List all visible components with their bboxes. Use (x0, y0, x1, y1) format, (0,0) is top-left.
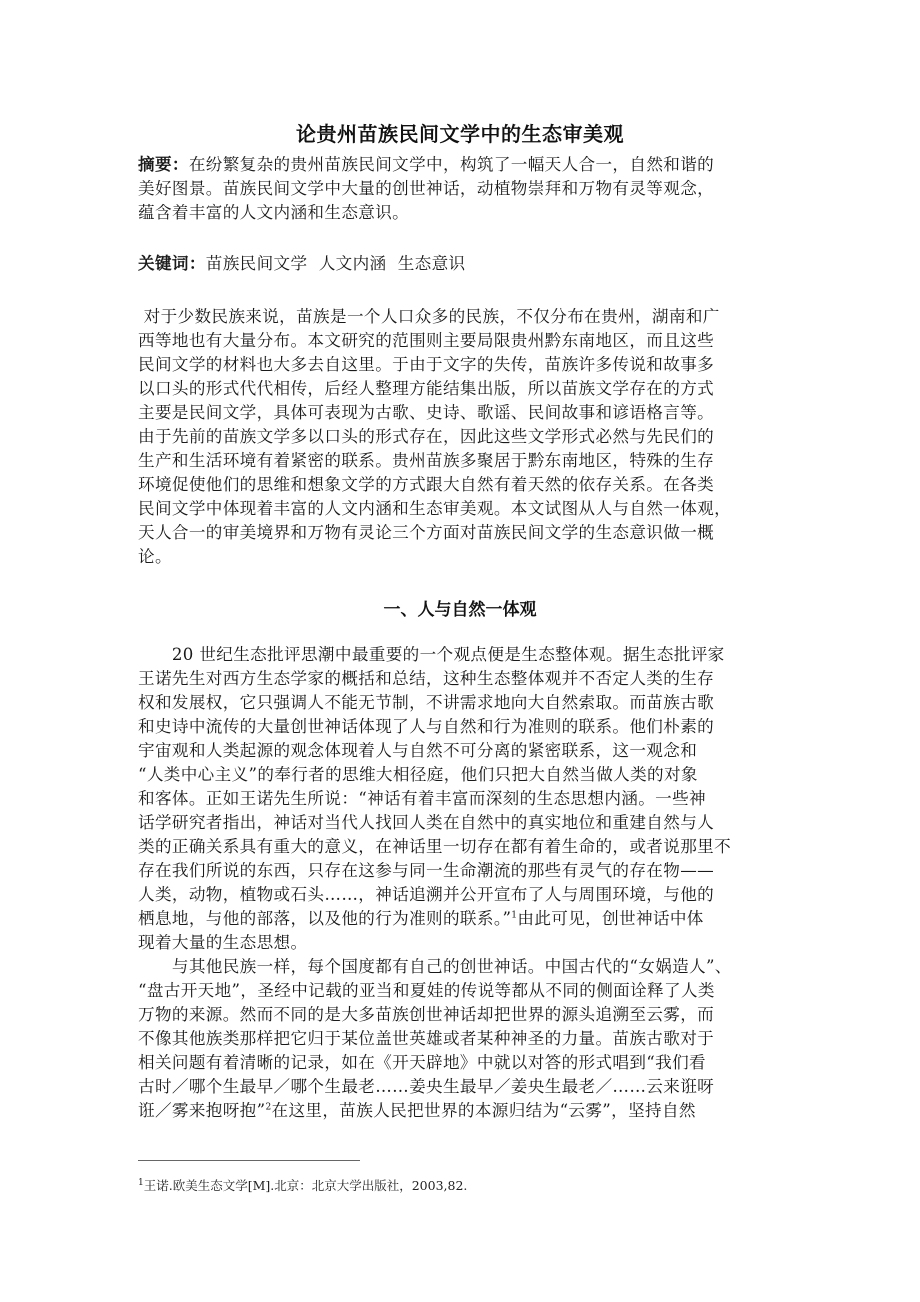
intro-line: 主要是民间文学，具体可表现为古歌、史诗、歌谣、民间故事和谚语格言等。 (138, 403, 715, 422)
abstract-line-1 (138, 153, 778, 177)
footnote-separator (138, 1160, 360, 1161)
intro-line: 以口头的形式代代相传，后经人整理方能结集出版，所以苗族文学存在的方式 (138, 379, 715, 398)
abstract-line-2: 美好图景。苗族民间文学中大量的创世神话，动植物崇拜和万物有灵等观念， (138, 179, 715, 198)
after-song-text: 在这里，苗族人民把世界的本源归结为“云雾”，坚持自然 (271, 1101, 696, 1120)
abstract-label: 摘要： (138, 155, 189, 174)
document-title: 论贵州苗族民间文学中的生态审美观 (296, 122, 624, 146)
section-paragraph-line: 古时／哪个生最早／哪个生最老……姜央生最早／姜央生最老／……云来诳呀 (138, 1077, 715, 1096)
abstract-line-3: 蕴含着丰富的人文内涵和生态意识。 (138, 203, 410, 222)
intro-line: 西等地也有大量分布。本文研究的范围则主要局限贵州黔东南地区，而且这些 (138, 331, 715, 350)
section-paragraph-line: 不像其他族类那样把它归于某位盖世英雄或者某种神圣的力量。苗族古歌对于 (138, 1029, 715, 1048)
footnote-mark: 1 (138, 1177, 144, 1188)
keywords-text: 苗族民间文学 人文内涵 生态意识 (205, 254, 466, 273)
section-paragraph-line: 现着大量的生态思想。 (138, 933, 308, 952)
intro-line: 由于先前的苗族文学多以口头的形式存在，因此这些文学形式必然与先民们的 (138, 427, 715, 446)
section-paragraph-line: 存在我们所说的东西，只存在这参与同一生命潮流的那些有灵气的存在物—— (138, 861, 715, 880)
section-paragraph-line: 权和发展权，它只强调人不能无节制，不讲需求地向大自然索取。而苗族古歌 (138, 693, 715, 712)
footnote-1 (138, 1176, 467, 1194)
section-paragraph-line: 20 世纪生态批评思潮中最重要的一个观点便是生态整体观。据生态批评家 (138, 645, 725, 664)
section-paragraph-line: “盘古开天地”，圣经中记载的亚当和夏娃的传说等都从不同的侧面诠释了人类 (138, 981, 715, 1000)
intro-line: 环境促使他们的思维和想象文学的方式跟大自然有着天然的依存关系。在各类 (138, 475, 715, 494)
section-paragraph-line: 相关问题有着清晰的记录，如在《开天辟地》中就以对答的形式唱到“我们看 (138, 1053, 706, 1072)
intro-line: 民间文学的材料也大多去自这里。于由于文字的失传，苗族许多传说和故事多 (138, 355, 715, 374)
section-paragraph-line: 类的正确关系具有重大的意义，在神话里一切存在都有着生命的，或者说那里不 (138, 837, 732, 856)
section-paragraph-line: 话学研究者指出，神话对当代人找回人类在自然中的真实地位和重建自然与人 (138, 813, 715, 832)
section-paragraph-line: 王诺先生对西方生态学家的概括和总结，这种生态整体观并不否定人类的生存 (138, 669, 715, 688)
section-paragraph-line: 和史诗中流传的大量创世神话体现了人与自然和行为准则的联系。他们朴素的 (138, 717, 715, 736)
footnote-ref-1[interactable]: 1 (511, 910, 518, 921)
intro-line: 对于少数民族来说，苗族是一个人口众多的民族，不仅分布在贵州，湖南和广 (138, 307, 720, 326)
section-paragraph-line: 人类，动物，植物或石头……，神话追溯并公开宣布了人与周围环境，与他的 (138, 885, 715, 904)
song-quote-end: 诳／雾来抱呀抱” (138, 1101, 266, 1120)
section-paragraph-line: “人类中心主义”的奉行者的思维大相径庭，他们只把大自然当做人类的对象 (138, 765, 698, 784)
quote-end-text: 栖息地，与他的部落，以及他的行为准则的联系。” (138, 909, 512, 928)
keywords-line (138, 252, 778, 276)
section-paragraph-line (138, 1099, 778, 1123)
section-paragraph-line: 宇宙观和人类起源的观念体现着人与自然不可分离的紧密联系，这一观念和 (138, 741, 698, 760)
section-paragraph-line: 和客体。正如王诺先生所说：“神话有着丰富而深刻的生态思想内涵。一些神 (138, 789, 706, 808)
section-paragraph-line: 与其他民族一样，每个国度都有自己的创世神话。中国古代的“女娲造人”、 (138, 957, 732, 976)
section-heading: 一、人与自然一体观 (383, 600, 537, 620)
abstract-text: 在纷繁复杂的贵州苗族民间文学中，构筑了一幅天人合一，自然和谐的 (188, 155, 715, 174)
after-quote-text: 由此可见，创世神话中体 (517, 909, 704, 928)
keywords-label: 关键词： (138, 254, 206, 273)
intro-line: 天人合一的审美境界和万物有灵论三个方面对苗族民间文学的生态意识做一概 (138, 523, 715, 542)
footnote-ref-2[interactable]: 2 (265, 1102, 272, 1113)
footnote-text: 王诺.欧美生态文学[M].北京：北京大学出版社，2003,82. (143, 1178, 468, 1193)
section-paragraph-line: 万物的来源。然而不同的是大多苗族创世神话却把世界的源头追溯至云雾，而 (138, 1005, 715, 1024)
intro-line: 论。 (138, 547, 172, 566)
section-paragraph-line (138, 907, 778, 931)
intro-line: 生产和生活环境有着紧密的联系。贵州苗族多聚居于黔东南地区，特殊的生存 (138, 451, 715, 470)
intro-line: 民间文学中体现着丰富的人文内涵和生态审美观。本文试图从人与自然一体观， (138, 499, 732, 518)
